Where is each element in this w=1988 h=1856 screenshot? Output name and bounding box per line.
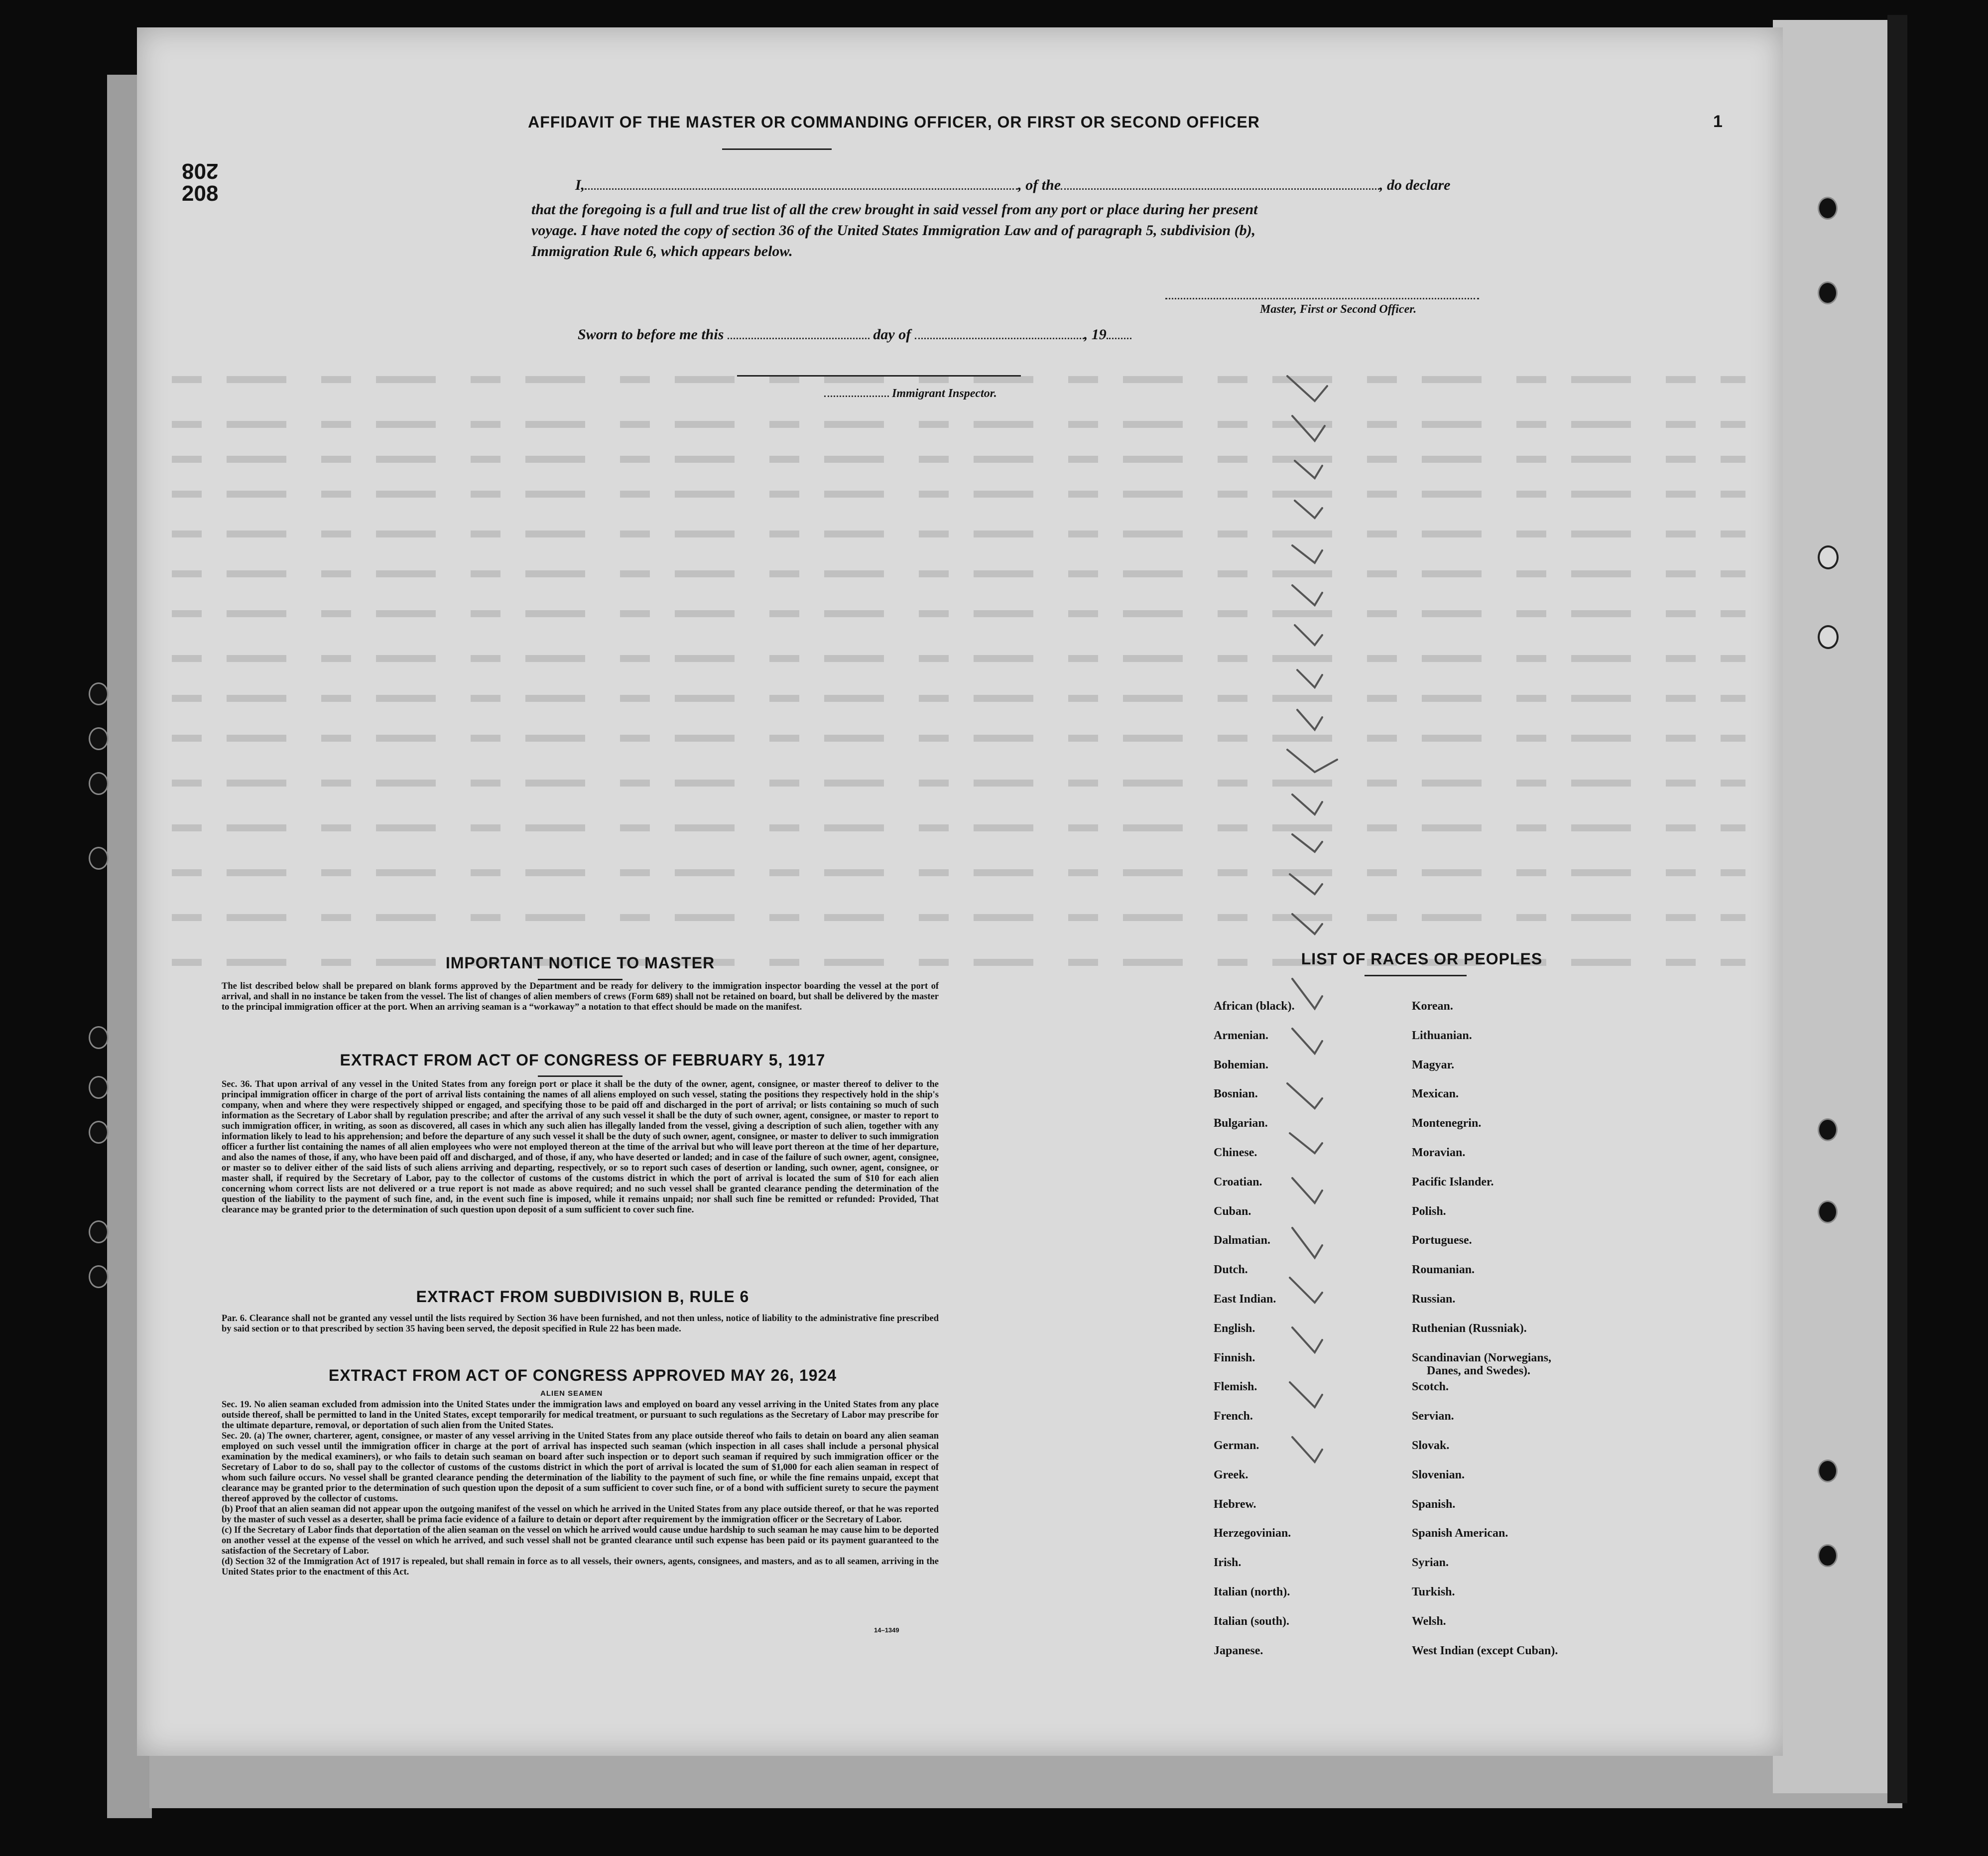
- check-mark: [1292, 545, 1322, 563]
- race-right-item: Portuguese.: [1412, 1234, 1472, 1247]
- race-right-item: Montenegrin.: [1412, 1117, 1482, 1130]
- vessel-field[interactable]: [1061, 188, 1379, 190]
- binding-hole: [1818, 1459, 1838, 1482]
- race-left-item: English.: [1214, 1322, 1255, 1335]
- check-mark: [1290, 1382, 1322, 1407]
- race-right-item: Syrian.: [1412, 1556, 1449, 1570]
- check-mark: [1292, 416, 1325, 441]
- check-mark: [1292, 834, 1322, 852]
- check-mark: [1287, 1083, 1322, 1108]
- race-right-item: Slovenian.: [1412, 1468, 1465, 1481]
- race-left-item: Cuban.: [1214, 1204, 1251, 1218]
- race-left-item: African (black).: [1214, 1000, 1295, 1013]
- binding-hole: [1818, 1118, 1838, 1141]
- check-mark: [1290, 1278, 1322, 1303]
- race-right-item: Polish.: [1412, 1204, 1446, 1218]
- race-right-item: Slovak.: [1412, 1439, 1450, 1452]
- check-mark: [1295, 461, 1322, 478]
- check-mark: [1292, 914, 1322, 934]
- race-right-item: Ruthenian (Russniak).: [1412, 1322, 1527, 1335]
- corner-mark: 1: [1713, 112, 1723, 131]
- check-marks: [1272, 366, 1422, 1611]
- race-left-item: German.: [1214, 1439, 1259, 1452]
- race-left-item: Greek.: [1214, 1468, 1248, 1481]
- races-title: LIST OF RACES OR PEOPLES: [1301, 950, 1543, 968]
- race-right-item: Scandinavian (Norwegians,: [1412, 1351, 1552, 1364]
- race-left-item: Finnish.: [1214, 1351, 1255, 1364]
- binding-hole: [89, 727, 109, 750]
- extract-1917-text: Sec. 36. That upon arrival of any vessel in the United States from any foreign port or place it shall be the duty of the owner, agent, consignee, or master thereof to deliver to the principal immigration officer in charge of the port of arrival lists containing the names of all aliens employed on such vessel, stating the positions they respectively hold in the ship's company, when and where they were respectively shipped or engaged, and specifying those to be paid off and discharged in the port of arrival; or lists containing so much of such information as the Secretary of Labor shall by regulation prescribe; and after the arrival of any such vessel it shall be the duty of such owner, agent, consignee, or master to report to such immigration officer, in writing, as soon as discovered, all cases in which any such alien has illegally landed from the vessel, giving a description of such alien, together with any information likely to lead to his apprehension; and before the departure of any such vessel it shall be the duty of such owner, agent, consignee, or master to deliver to such immigration officer a further list containing the names of all alien employees who were not employed thereon at the time of the arrival but who will leave port thereon at the time of her departure, and also the names of those, if any, who have been paid off and discharged, and of those, if any, who have deserted or landed; and in case of the failure of such owner, agent, consignee, or master so to deliver either of the said lists of such aliens arriving and departing, respectively, or so to report such cases of desertion or landing, such owner, agent, consignee, or master shall, if required by the Secretary of Labor, pay to the collector of customs of the customs district in which the port of arrival is located the sum of $10 for each alien concerning whom correct lists are not delivered or a true report is not made as above required; and no such vessel shall be granted clearance pending the determination of the question of the liability to the payment of such fine, and, in the event such fine is imposed, while it remains unpaid; nor shall such fine be remitted or refunded: Provided, That clearance may be granted prior to the determination of such question upon deposit of a sum sufficient to cover such fine.: [222, 1079, 939, 1215]
- race-left-item: Chinese.: [1214, 1146, 1257, 1159]
- subdivision-text: Par. 6. Clearance shall not be granted any vessel until the lists required by Section 36 have been furnished, and not then unless, notice of liability to the administrative fine prescribed by said section or to that prescribed by section 35 having been served, the deposit specified in Rule 22 has been made.: [222, 1314, 939, 1334]
- sworn-line: Sworn to before me this day of , 19: [578, 326, 1131, 343]
- check-mark: [1292, 795, 1322, 814]
- race-right-item: Moravian.: [1412, 1146, 1466, 1159]
- notice-title: IMPORTANT NOTICE TO MASTER: [445, 954, 715, 972]
- race-left-item: Dalmatian.: [1214, 1234, 1270, 1247]
- race-right-item: Roumanian.: [1412, 1263, 1475, 1277]
- race-right-item: Turkish.: [1412, 1586, 1455, 1598]
- check-mark: [1287, 750, 1337, 772]
- signature-line[interactable]: [1165, 298, 1479, 299]
- binding-hole: [89, 1121, 109, 1144]
- race-left-item: Japanese.: [1214, 1644, 1263, 1657]
- binding-hole: [89, 1265, 109, 1288]
- check-mark: [1292, 979, 1322, 1009]
- extract-1924-title: EXTRACT FROM ACT OF CONGRESS APPROVED MAY 26, 1924: [328, 1366, 837, 1384]
- race-right-item: Russian.: [1412, 1293, 1456, 1306]
- title-underline: [722, 148, 832, 150]
- binding-hole: [89, 1220, 109, 1243]
- sworn-month-field[interactable]: [915, 338, 1084, 339]
- race-left-item: Flemish.: [1214, 1380, 1257, 1394]
- check-mark: [1292, 1437, 1322, 1462]
- sworn-year-field[interactable]: [1107, 338, 1131, 339]
- manifest-page: [137, 27, 1783, 1756]
- notice-text: The list described below shall be prepared on blank forms approved by the Department and be ready for delivery to the immigration inspector boarding the vessel at the port of arrival, and shall in no instance be taken from the vessel. The list of changes of alien members of crews (Form 689) shall not be retained on board, but shall be delivered by the master to the principal immigration officer at the port. When an arriving seaman is a “workaway” a notation to that effect should be made on the manifest.: [222, 981, 939, 1012]
- race-left-item: Italian (south).: [1214, 1614, 1290, 1628]
- check-mark: [1292, 1228, 1322, 1258]
- check-mark: [1292, 585, 1322, 605]
- race-left-item: Croatian.: [1214, 1175, 1262, 1189]
- binding-hole: [89, 1026, 109, 1049]
- extract-1917-underline: [538, 1075, 622, 1077]
- check-mark: [1297, 670, 1322, 687]
- notice-underline: [538, 979, 622, 980]
- binding-hole: [1818, 545, 1839, 569]
- race-left-item: Italian (north).: [1214, 1586, 1290, 1598]
- race-left-item: Armenian.: [1214, 1029, 1268, 1042]
- sworn-date-field[interactable]: [728, 338, 870, 339]
- check-mark: [1295, 501, 1322, 518]
- check-mark: [1295, 625, 1322, 645]
- binding-hole: [1818, 281, 1838, 304]
- race-right-item: Magyar.: [1412, 1058, 1455, 1071]
- race-right-item: Korean.: [1412, 1000, 1453, 1013]
- race-left-item: French.: [1214, 1410, 1253, 1423]
- affidavit-title: AFFIDAVIT OF THE MASTER OR COMMANDING OFFICER, OR FIRST OR SECOND OFFICER: [528, 113, 1260, 131]
- race-left-item: Irish.: [1214, 1556, 1242, 1570]
- check-mark: [1287, 376, 1327, 401]
- form-number: 14–1349: [874, 1626, 899, 1634]
- check-mark: [1292, 1178, 1322, 1203]
- binding-hole: [89, 682, 109, 705]
- check-mark: [1292, 1029, 1322, 1054]
- declaration-line-1: I, , of the , do declare: [575, 177, 1451, 193]
- races-underline: [1365, 975, 1467, 976]
- binding-hole: [89, 1076, 109, 1099]
- race-right-item: Danes, and Swedes).: [1427, 1364, 1531, 1377]
- extract-1924-text: Sec. 19. No alien seaman excluded from admission into the United States under the immigration laws and employed on board any vessel arriving in the United States from any place outside thereof, shall be permitted to land in the United States, except temporarily for medical treatment, or pursuant to such regulations as the Secretary of Labor may prescribe for the ultimate departure, removal, or deportation of such alien from the United States. Sec. 20. (a) The owner, charterer, agent, consignee, or master of any vessel arriving in the United States from any place outside thereof who fails to detain on board any alien seaman employed on such vessel until the immigration officer in charge at the port of arrival has inspected such seaman (which inspection in all cases shall include a personal physical examination by the medical examiners), or who fails to detain such seaman on board after such inspection or to deport such seaman if required by such immigration officer or the Secretary of Labor to do so, shall pay to the collector of customs of the customs district in which the port of arrival is located the sum of $1,000 for each alien seaman in respect of whom such failure occurs. No vessel shall be granted clearance pending the determination of the liability to the payment of such fine, or while the fine remains unpaid, except that clearance may be granted prior to the determination of such question upon the deposit of a sum sufficient to cover such fine, or of a bond with sufficient surety to secure the payment thereof approved by the collector of customs. (b) Proof that an alien seaman did not appear upon the outgoing manifest of the vessel on which he arrived in the United States from any place outside thereof, or that he was reported by the master of such vessel as a deserter, shall be prima facie evidence of a failure to detain or deport after requirement by the immigration officer or the Secretary of Labor. (c) If the Secretary of Labor finds that deportation of the alien seaman on the vessel on which he arrived would cause undue hardship to such seaman he may cause him to be deported on another vessel at the expense of the vessel on which he arrived, and such vessel shall not be granted clearance until such expense has been paid or its payment guaranteed to the satisfaction of the Secretary of Labor. (d) Section 32 of the Immigration Act of 1917 is repealed, but shall remain in force as to all vessels, their owners, agents, consignees, and masters, and as to all seamen, arriving in the United States prior to the enactment of this Act.: [222, 1400, 939, 1577]
- check-mark: [1292, 1327, 1322, 1352]
- binding-hole: [1818, 1200, 1838, 1223]
- check-mark: [1290, 874, 1322, 894]
- race-right-item: Spanish.: [1412, 1497, 1456, 1511]
- race-right-item: Spanish American.: [1412, 1527, 1508, 1540]
- race-right-item: Mexican.: [1412, 1087, 1459, 1101]
- extract-1917-title: EXTRACT FROM ACT OF CONGRESS OF FEBRUARY 5, 1917: [340, 1051, 826, 1069]
- binding-hole: [89, 772, 109, 795]
- race-left-item: East Indian.: [1214, 1293, 1276, 1306]
- race-left-item: Bosnian.: [1214, 1087, 1258, 1101]
- check-mark: [1290, 1133, 1322, 1153]
- race-right-item: Lithuanian.: [1412, 1029, 1472, 1042]
- race-left-item: Herzegovinian.: [1214, 1527, 1291, 1540]
- declaration-text: that the foregoing is a full and true list of all the crew brought in said vessel from any port or place during her present voyage. I have noted the copy of section 36 of the United States Immigration Law and of paragraph 5, subdivision (b), Immigration Rule 6, which appears below.: [531, 201, 1258, 260]
- race-left-item: Bulgarian.: [1214, 1117, 1268, 1130]
- race-left-item: Hebrew.: [1214, 1497, 1256, 1511]
- subdivision-title: EXTRACT FROM SUBDIVISION B, RULE 6: [416, 1288, 749, 1306]
- binding-hole: [1818, 197, 1838, 220]
- race-left-item: Bohemian.: [1214, 1058, 1269, 1071]
- binding-hole: [1818, 1544, 1838, 1567]
- inspector-label: Immigrant Inspector.: [824, 387, 997, 400]
- binding-hole: [89, 847, 109, 870]
- race-right-item: Pacific Islander.: [1412, 1175, 1494, 1189]
- binding-hole: [1818, 625, 1839, 649]
- race-right-item: Servian.: [1412, 1410, 1454, 1423]
- check-mark: [1297, 710, 1322, 730]
- inspector-signature-line[interactable]: [737, 375, 1021, 377]
- signature-label: Master, First or Second Officer.: [1260, 303, 1417, 316]
- race-left-item: Dutch.: [1214, 1263, 1248, 1277]
- back-sheet-shadow: [1887, 15, 1907, 1803]
- name-field[interactable]: [585, 188, 1018, 190]
- race-right-item: Welsh.: [1412, 1614, 1446, 1628]
- race-right-item: West Indian (except Cuban).: [1412, 1644, 1558, 1657]
- stamp-number: 208 208: [182, 159, 219, 206]
- race-right-item: Scotch.: [1412, 1380, 1449, 1394]
- alien-seamen-subtitle: ALIEN SEAMEN: [540, 1389, 603, 1398]
